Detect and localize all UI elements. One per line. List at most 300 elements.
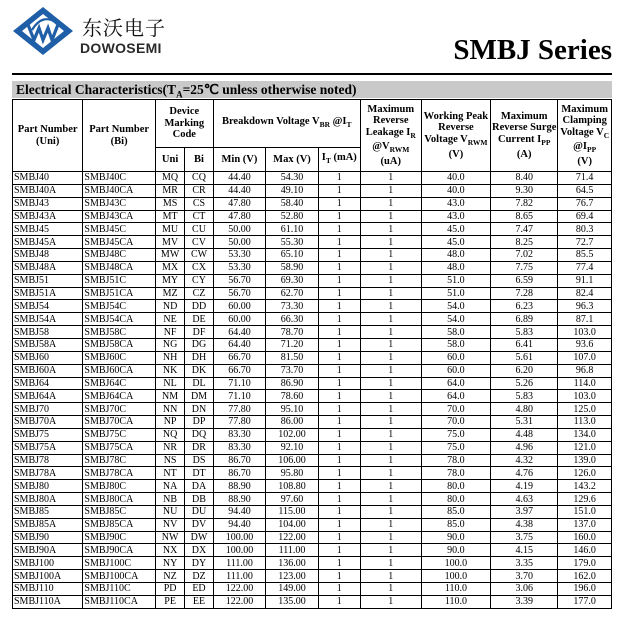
cell-marking-bi: CU (185, 223, 213, 236)
cell-marking-uni: NH (155, 351, 184, 364)
cell-part-uni: SMBJ85 (13, 505, 83, 518)
cell-part-uni: SMBJ80A (13, 493, 83, 506)
cell-test-current: 1 (318, 557, 360, 570)
cell-part-bi: SMBJ40CA (83, 184, 156, 197)
cell-vbr-max: 95.80 (266, 467, 319, 480)
cell-vbr-min: 50.00 (213, 223, 266, 236)
cell-leakage: 1 (360, 416, 421, 429)
cell-test-current: 1 (318, 518, 360, 531)
cell-part-bi: SMBJ80CA (83, 493, 156, 506)
cell-marking-bi: DZ (185, 570, 213, 583)
cell-test-current: 1 (318, 326, 360, 339)
cell-leakage: 1 (360, 493, 421, 506)
cell-surge-current: 5.83 (491, 326, 558, 339)
cell-vbr-max: 95.10 (266, 403, 319, 416)
cell-part-uni: SMBJ60A (13, 364, 83, 377)
header-surge-sub: PP (541, 138, 551, 148)
cell-vbr-min: 122.00 (213, 595, 266, 608)
cell-marking-bi: ED (185, 583, 213, 596)
cell-vbr-max: 122.00 (266, 531, 319, 544)
cell-part-bi: SMBJ78CA (83, 467, 156, 480)
cell-test-current: 1 (318, 403, 360, 416)
cell-test-current: 1 (318, 480, 360, 493)
cell-vbr-max: 66.30 (266, 313, 319, 326)
cell-part-bi: SMBJ75C (83, 428, 156, 441)
cell-surge-current: 7.75 (491, 261, 558, 274)
cell-marking-bi: DA (185, 480, 213, 493)
cell-working-voltage: 43.0 (421, 197, 490, 210)
cell-test-current: 1 (318, 544, 360, 557)
cell-working-voltage: 90.0 (421, 531, 490, 544)
cell-vbr-min: 94.40 (213, 518, 266, 531)
brand-name-cn: 东沃电子 (82, 16, 166, 40)
cell-marking-bi: DG (185, 338, 213, 351)
cell-working-voltage: 85.0 (421, 518, 490, 531)
cell-marking-uni: NR (155, 441, 184, 454)
cell-clamping-voltage: 107.0 (558, 351, 612, 364)
cell-clamping-voltage: 114.0 (558, 377, 612, 390)
cell-working-voltage: 43.0 (421, 210, 490, 223)
cell-surge-current: 3.75 (491, 531, 558, 544)
cell-clamping-voltage: 125.0 (558, 403, 612, 416)
cell-working-voltage: 54.0 (421, 313, 490, 326)
cell-part-bi: SMBJ100CA (83, 570, 156, 583)
cell-marking-bi: CS (185, 197, 213, 210)
cell-test-current: 1 (318, 364, 360, 377)
cell-test-current: 1 (318, 249, 360, 262)
cell-part-uni: SMBJ54A (13, 313, 83, 326)
cell-part-bi: SMBJ110C (83, 583, 156, 596)
cell-vbr-max: 123.00 (266, 570, 319, 583)
header-working-text: Working Peak Reverse Voltage V (423, 110, 489, 145)
section-title-prefix: Electrical Characteristics(T (16, 82, 177, 97)
cell-marking-uni: NX (155, 544, 184, 557)
cell-clamping-voltage: 151.0 (558, 505, 612, 518)
cell-vbr-max: 62.70 (266, 287, 319, 300)
cell-working-voltage: 60.0 (421, 364, 490, 377)
cell-vbr-min: 44.40 (213, 172, 266, 185)
cell-vbr-max: 78.60 (266, 390, 319, 403)
cell-clamping-voltage: 76.7 (558, 197, 612, 210)
cell-vbr-max: 69.30 (266, 274, 319, 287)
cell-marking-uni: NY (155, 557, 184, 570)
cell-vbr-min: 88.90 (213, 480, 266, 493)
header-surge-current (491, 100, 558, 172)
cell-surge-current: 7.47 (491, 223, 558, 236)
cell-part-uni: SMBJ45A (13, 236, 83, 249)
cell-marking-uni: NF (155, 326, 184, 339)
brand-name-en: DOWOSEMI (80, 40, 162, 56)
header-surge-unit: (A) (516, 148, 532, 160)
cell-test-current: 1 (318, 416, 360, 429)
cell-vbr-min: 53.30 (213, 261, 266, 274)
cell-test-current: 1 (318, 223, 360, 236)
cell-vbr-max: 136.00 (266, 557, 319, 570)
cell-vbr-min: 83.30 (213, 441, 266, 454)
cell-part-bi: SMBJ58C (83, 326, 156, 339)
header-divider (12, 73, 612, 75)
cell-surge-current: 8.65 (491, 210, 558, 223)
cell-part-uni: SMBJ40 (13, 172, 83, 185)
cell-marking-bi: DD (185, 300, 213, 313)
cell-test-current: 1 (318, 570, 360, 583)
cell-part-bi: SMBJ80C (83, 480, 156, 493)
header-breakdown-min: Min (V) (213, 148, 266, 172)
table-row (13, 428, 612, 441)
cell-vbr-min: 71.10 (213, 377, 266, 390)
header-marking-uni: Uni (155, 148, 184, 172)
cell-marking-bi: CR (185, 184, 213, 197)
cell-test-current: 1 (318, 236, 360, 249)
cell-clamping-voltage: 96.3 (558, 300, 612, 313)
table-row (13, 351, 612, 364)
table-row (13, 505, 612, 518)
cell-leakage: 1 (360, 570, 421, 583)
table-row (13, 249, 612, 262)
table-row (13, 172, 612, 185)
cell-vbr-min: 83.30 (213, 428, 266, 441)
cell-part-bi: SMBJ70C (83, 403, 156, 416)
cell-working-voltage: 48.0 (421, 261, 490, 274)
table-row (13, 583, 612, 596)
cell-part-uni: SMBJ58A (13, 338, 83, 351)
cell-part-uni: SMBJ43A (13, 210, 83, 223)
cell-working-voltage: 110.0 (421, 595, 490, 608)
cell-part-uni: SMBJ100A (13, 570, 83, 583)
cell-marking-bi: DU (185, 505, 213, 518)
cell-marking-uni: NZ (155, 570, 184, 583)
cell-part-uni: SMBJ100 (13, 557, 83, 570)
cell-part-bi: SMBJ75CA (83, 441, 156, 454)
cell-surge-current: 4.48 (491, 428, 558, 441)
header-surge-text: Maximum Reverse Surge Current I (491, 110, 557, 145)
cell-clamping-voltage: 103.0 (558, 326, 612, 339)
header-leakage-unit: (uA) (380, 155, 401, 167)
cell-clamping-voltage: 146.0 (558, 544, 612, 557)
cell-vbr-min: 60.00 (213, 300, 266, 313)
cell-marking-uni: NS (155, 454, 184, 467)
cell-leakage: 1 (360, 518, 421, 531)
cell-test-current: 1 (318, 505, 360, 518)
cell-marking-bi: DQ (185, 428, 213, 441)
cell-leakage: 1 (360, 210, 421, 223)
cell-vbr-max: 97.60 (266, 493, 319, 506)
cell-part-uni: SMBJ70 (13, 403, 83, 416)
cell-marking-uni: MV (155, 236, 184, 249)
cell-working-voltage: 85.0 (421, 505, 490, 518)
header-breakdown-tail: @I (330, 116, 347, 128)
header-marking-bi: Bi (185, 148, 213, 172)
cell-part-bi: SMBJ54C (83, 300, 156, 313)
cell-leakage: 1 (360, 274, 421, 287)
cell-part-bi: SMBJ70CA (83, 416, 156, 429)
cell-clamping-voltage: 80.3 (558, 223, 612, 236)
cell-test-current: 1 (318, 274, 360, 287)
cell-marking-uni: NU (155, 505, 184, 518)
cell-part-bi: SMBJ85CA (83, 518, 156, 531)
header-clamping-text: Maximum Clamping Voltage V (560, 103, 608, 138)
header-leakage (360, 100, 421, 172)
cell-marking-uni: MY (155, 274, 184, 287)
page-header (0, 0, 624, 78)
cell-surge-current: 3.06 (491, 583, 558, 596)
cell-part-uni: SMBJ70A (13, 416, 83, 429)
cell-clamping-voltage: 196.0 (558, 583, 612, 596)
cell-leakage: 1 (360, 300, 421, 313)
cell-leakage: 1 (360, 454, 421, 467)
table-row (13, 570, 612, 583)
cell-surge-current: 7.28 (491, 287, 558, 300)
cell-clamping-voltage: 179.0 (558, 557, 612, 570)
table-row (13, 493, 612, 506)
cell-part-uni: SMBJ85A (13, 518, 83, 531)
cell-marking-uni: MW (155, 249, 184, 262)
cell-clamping-voltage: 177.0 (558, 595, 612, 608)
cell-marking-uni: NP (155, 416, 184, 429)
cell-vbr-min: 66.70 (213, 351, 266, 364)
header-working-unit: (V) (448, 148, 464, 160)
cell-marking-bi: DK (185, 364, 213, 377)
cell-clamping-voltage: 71.4 (558, 172, 612, 185)
cell-vbr-min: 100.00 (213, 531, 266, 544)
cell-marking-bi: DX (185, 544, 213, 557)
cell-vbr-max: 65.10 (266, 249, 319, 262)
table-row (13, 595, 612, 608)
header-breakdown (213, 100, 360, 148)
cell-part-uni: SMBJ78 (13, 454, 83, 467)
cell-part-bi: SMBJ60C (83, 351, 156, 364)
cell-marking-bi: DR (185, 441, 213, 454)
cell-vbr-max: 58.90 (266, 261, 319, 274)
cell-marking-uni: MU (155, 223, 184, 236)
cell-marking-uni: NL (155, 377, 184, 390)
cell-leakage: 1 (360, 326, 421, 339)
table-row (13, 403, 612, 416)
cell-surge-current: 4.32 (491, 454, 558, 467)
cell-leakage: 1 (360, 184, 421, 197)
table-row (13, 390, 612, 403)
cell-surge-current: 9.30 (491, 184, 558, 197)
cell-marking-uni: NK (155, 364, 184, 377)
cell-test-current: 1 (318, 197, 360, 210)
table-row (13, 210, 612, 223)
cell-part-uni: SMBJ48A (13, 261, 83, 274)
cell-marking-uni: NN (155, 403, 184, 416)
cell-surge-current: 8.25 (491, 236, 558, 249)
header-breakdown-max: Max (V) (266, 148, 319, 172)
cell-vbr-max: 58.40 (266, 197, 319, 210)
cell-surge-current: 6.41 (491, 338, 558, 351)
cell-leakage: 1 (360, 338, 421, 351)
cell-part-bi: SMBJ100C (83, 557, 156, 570)
cell-part-uni: SMBJ75A (13, 441, 83, 454)
cell-leakage: 1 (360, 583, 421, 596)
cell-vbr-min: 64.40 (213, 338, 266, 351)
cell-test-current: 1 (318, 287, 360, 300)
cell-vbr-min: 47.80 (213, 197, 266, 210)
table-row (13, 441, 612, 454)
header-it-unit: (mA) (330, 152, 357, 164)
cell-test-current: 1 (318, 210, 360, 223)
cell-part-uni: SMBJ80 (13, 480, 83, 493)
cell-leakage: 1 (360, 197, 421, 210)
header-breakdown-text: Breakdown Voltage V (221, 116, 320, 128)
header-breakdown-tail-sub: T (346, 120, 352, 130)
cell-vbr-min: 122.00 (213, 583, 266, 596)
cell-vbr-max: 54.30 (266, 172, 319, 185)
cell-test-current: 1 (318, 531, 360, 544)
cell-working-voltage: 75.0 (421, 441, 490, 454)
table-body (13, 172, 612, 609)
cell-vbr-max: 106.00 (266, 454, 319, 467)
section-title (12, 81, 612, 98)
header-leakage-sub: R (410, 130, 416, 140)
cell-marking-bi: DF (185, 326, 213, 339)
cell-part-uni: SMBJ64A (13, 390, 83, 403)
cell-clamping-voltage: 121.0 (558, 441, 612, 454)
section-title-sub: A (176, 89, 183, 100)
cell-vbr-min: 71.10 (213, 390, 266, 403)
cell-surge-current: 5.31 (491, 416, 558, 429)
cell-leakage: 1 (360, 531, 421, 544)
cell-surge-current: 7.82 (491, 197, 558, 210)
cell-part-bi: SMBJ43CA (83, 210, 156, 223)
cell-part-bi: SMBJ48C (83, 249, 156, 262)
cell-vbr-max: 104.00 (266, 518, 319, 531)
cell-surge-current: 4.80 (491, 403, 558, 416)
cell-clamping-voltage: 137.0 (558, 518, 612, 531)
cell-test-current: 1 (318, 454, 360, 467)
cell-marking-bi: DM (185, 390, 213, 403)
cell-leakage: 1 (360, 313, 421, 326)
header-it-text: I (321, 152, 326, 164)
header-working-sub: RWM (467, 138, 488, 148)
cell-clamping-voltage: 77.4 (558, 261, 612, 274)
cell-working-voltage: 75.0 (421, 428, 490, 441)
cell-leakage: 1 (360, 467, 421, 480)
cell-marking-bi: DB (185, 493, 213, 506)
cell-vbr-min: 94.40 (213, 505, 266, 518)
cell-part-bi: SMBJ54CA (83, 313, 156, 326)
cell-surge-current: 5.83 (491, 390, 558, 403)
cell-test-current: 1 (318, 351, 360, 364)
header-leakage-cond-sub: RWM (389, 145, 410, 155)
cell-marking-bi: CY (185, 274, 213, 287)
cell-working-voltage: 58.0 (421, 326, 490, 339)
cell-working-voltage: 90.0 (421, 544, 490, 557)
cell-test-current: 1 (318, 338, 360, 351)
cell-marking-uni: MT (155, 210, 184, 223)
cell-test-current: 1 (318, 184, 360, 197)
cell-working-voltage: 78.0 (421, 454, 490, 467)
cell-marking-uni: NT (155, 467, 184, 480)
cell-marking-bi: DH (185, 351, 213, 364)
cell-surge-current: 6.59 (491, 274, 558, 287)
cell-working-voltage: 64.0 (421, 390, 490, 403)
cell-marking-bi: DE (185, 313, 213, 326)
table-row (13, 557, 612, 570)
cell-test-current: 1 (318, 172, 360, 185)
cell-part-uni: SMBJ51 (13, 274, 83, 287)
cell-surge-current: 4.15 (491, 544, 558, 557)
cell-clamping-voltage: 129.6 (558, 493, 612, 506)
cell-clamping-voltage: 134.0 (558, 428, 612, 441)
cell-part-bi: SMBJ48CA (83, 261, 156, 274)
cell-test-current: 1 (318, 583, 360, 596)
cell-marking-uni: MR (155, 184, 184, 197)
cell-vbr-min: 44.40 (213, 184, 266, 197)
cell-part-uni: SMBJ110A (13, 595, 83, 608)
header-it-sub: T (325, 156, 331, 166)
cell-working-voltage: 51.0 (421, 287, 490, 300)
cell-working-voltage: 40.0 (421, 184, 490, 197)
cell-test-current: 1 (318, 313, 360, 326)
table-row (13, 223, 612, 236)
cell-part-bi: SMBJ90CA (83, 544, 156, 557)
table-row (13, 454, 612, 467)
table-row (13, 531, 612, 544)
cell-vbr-max: 115.00 (266, 505, 319, 518)
cell-clamping-voltage: 143.2 (558, 480, 612, 493)
cell-marking-bi: DP (185, 416, 213, 429)
cell-vbr-max: 81.50 (266, 351, 319, 364)
cell-clamping-voltage: 139.0 (558, 454, 612, 467)
cell-surge-current: 6.89 (491, 313, 558, 326)
table-row (13, 261, 612, 274)
cell-vbr-min: 77.80 (213, 416, 266, 429)
cell-clamping-voltage: 85.5 (558, 249, 612, 262)
cell-working-voltage: 45.0 (421, 236, 490, 249)
cell-part-uni: SMBJ78A (13, 467, 83, 480)
cell-leakage: 1 (360, 377, 421, 390)
cell-clamping-voltage: 113.0 (558, 416, 612, 429)
header-test-current (318, 148, 360, 172)
header-breakdown-sub: BR (319, 120, 331, 130)
cell-leakage: 1 (360, 364, 421, 377)
cell-marking-bi: DW (185, 531, 213, 544)
cell-surge-current: 4.96 (491, 441, 558, 454)
cell-part-uni: SMBJ58 (13, 326, 83, 339)
cell-vbr-max: 108.80 (266, 480, 319, 493)
cell-surge-current: 7.02 (491, 249, 558, 262)
cell-surge-current: 3.39 (491, 595, 558, 608)
cell-marking-uni: NW (155, 531, 184, 544)
cell-marking-bi: CQ (185, 172, 213, 185)
cell-leakage: 1 (360, 390, 421, 403)
cell-marking-uni: MZ (155, 287, 184, 300)
cell-surge-current: 3.35 (491, 557, 558, 570)
cell-test-current: 1 (318, 441, 360, 454)
cell-marking-uni: MS (155, 197, 184, 210)
cell-leakage: 1 (360, 480, 421, 493)
cell-leakage: 1 (360, 544, 421, 557)
cell-part-uni: SMBJ54 (13, 300, 83, 313)
cell-leakage: 1 (360, 261, 421, 274)
cell-marking-bi: DY (185, 557, 213, 570)
cell-vbr-min: 53.30 (213, 249, 266, 262)
table-row (13, 300, 612, 313)
cell-working-voltage: 70.0 (421, 416, 490, 429)
table-row (13, 416, 612, 429)
cell-leakage: 1 (360, 403, 421, 416)
cell-vbr-min: 88.90 (213, 493, 266, 506)
cell-part-uni: SMBJ75 (13, 428, 83, 441)
cell-surge-current: 5.61 (491, 351, 558, 364)
cell-vbr-min: 111.00 (213, 557, 266, 570)
cell-vbr-min: 50.00 (213, 236, 266, 249)
cell-clamping-voltage: 93.6 (558, 338, 612, 351)
cell-vbr-min: 56.70 (213, 274, 266, 287)
